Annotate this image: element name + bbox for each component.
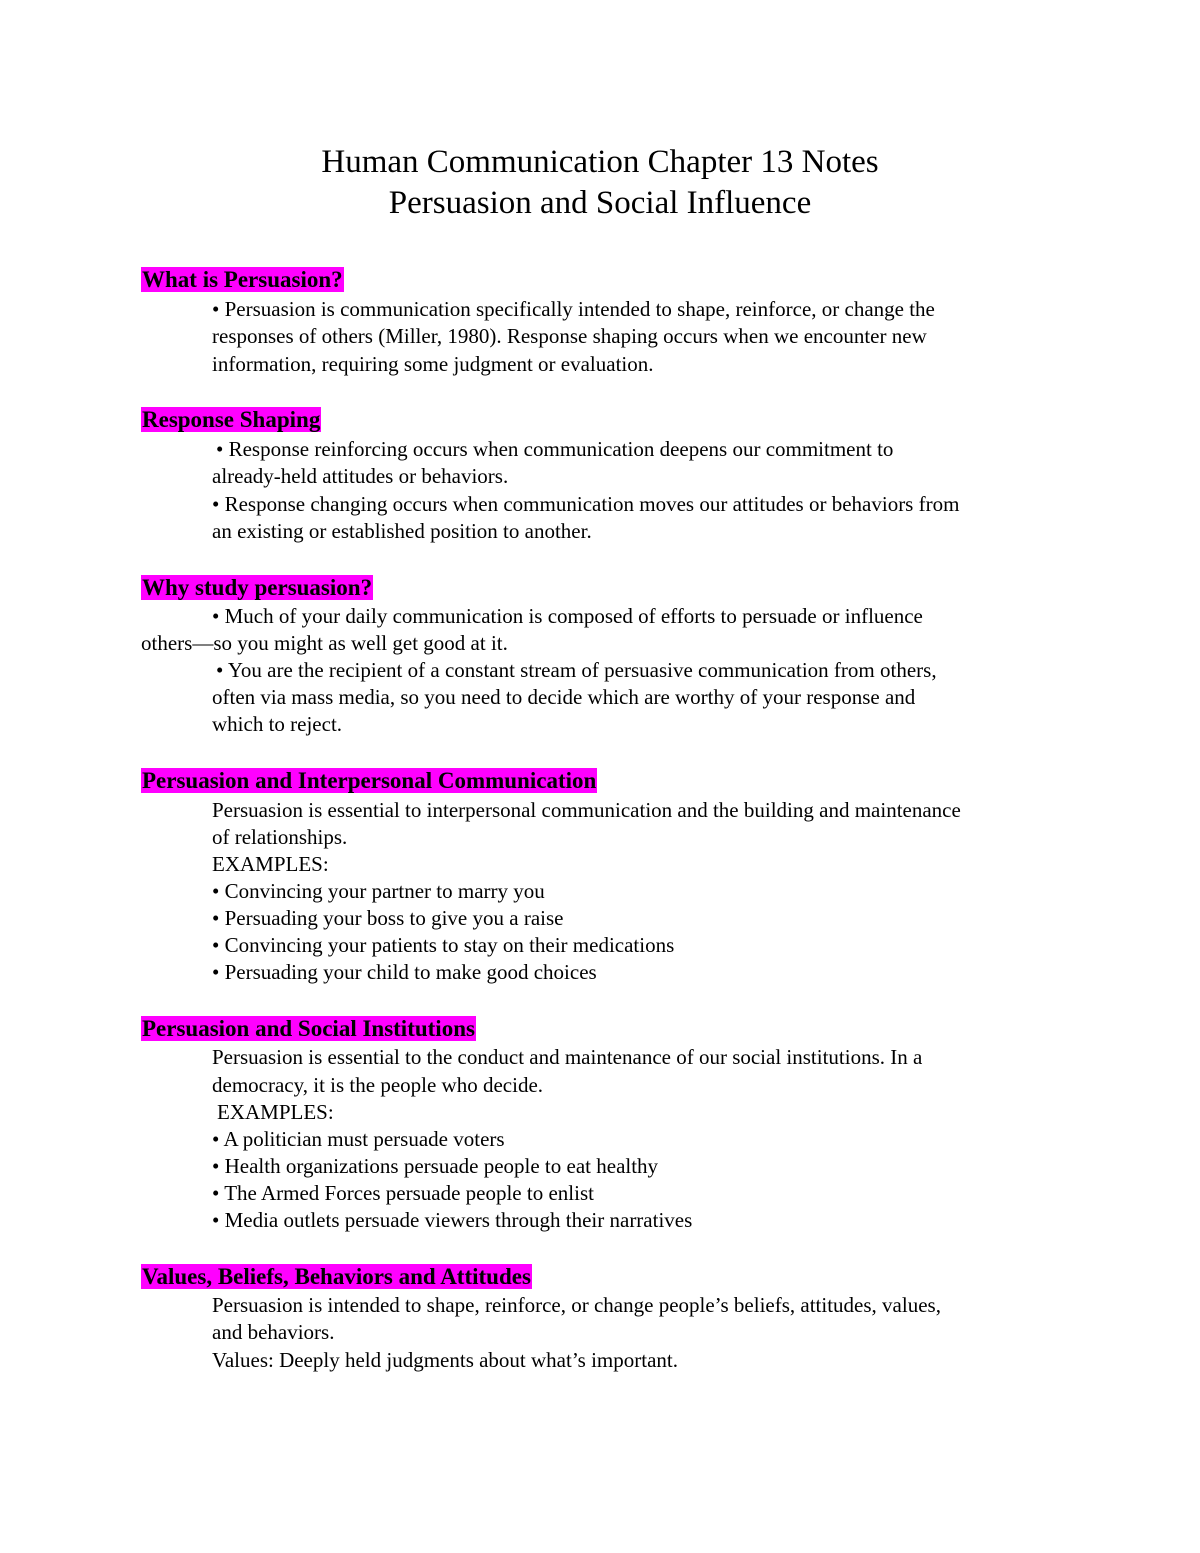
list-item: • The Armed Forces persuade people to enlist [212, 1181, 594, 1205]
document-subtitle: Persuasion and Social Influence [388, 185, 812, 221]
section-text-line: Persuasion is intended to shape, reinforce, or change people’s beliefs, attitudes, values, [212, 1293, 941, 1317]
section-heading-social-institutions: Persuasion and Social Institutions [142, 1016, 475, 1041]
section-text-line: democracy, it is the people who decide. [212, 1073, 544, 1097]
section-text-line: responses of others (Miller, 1980). Response shaping occurs when we encounter new [212, 324, 927, 348]
section-heading-response-shaping: Response Shaping [142, 407, 321, 432]
section-text-line: • Response changing occurs when communication moves our attitudes or behaviors from [212, 492, 960, 516]
section-text-line: • You are the recipient of a constant stream of persuasive communication from others, [216, 658, 937, 682]
document-title: Human Communication Chapter 13 Notes [321, 144, 879, 180]
section-heading-why-study-persuasion: Why study persuasion? [142, 575, 373, 600]
section-text-line: often via mass media, so you need to decide which are worthy of your response and [212, 685, 916, 709]
list-item: • Health organizations persuade people to eat healthy [212, 1154, 659, 1178]
section-text-line: • Much of your daily communication is composed of efforts to persuade or influence [212, 604, 923, 628]
section-text-line: and behaviors. [212, 1320, 335, 1344]
section-text-line: information, requiring some judgment or evaluation. [212, 352, 654, 376]
section-text-line: Persuasion is essential to interpersonal communication and the building and maintenance [212, 798, 961, 822]
list-item: • Convincing your partner to marry you [212, 879, 545, 903]
section-text-line: • Response reinforcing occurs when communication deepens our commitment to [216, 437, 894, 461]
section-heading-interpersonal-communication: Persuasion and Interpersonal Communication [142, 768, 597, 793]
section-text-line: of relationships. [212, 825, 348, 849]
section-heading-what-is-persuasion: What is Persuasion? [142, 267, 343, 292]
section-text-line: which to reject. [212, 712, 343, 736]
list-item: • Media outlets persuade viewers through their narratives [212, 1208, 693, 1232]
section-text-line: Values: Deeply held judgments about what’s important. [212, 1348, 678, 1372]
section-text-line: EXAMPLES: [217, 1100, 334, 1124]
section-heading-values-beliefs: Values, Beliefs, Behaviors and Attitudes [142, 1264, 531, 1289]
list-item: • Persuading your child to make good choices [212, 960, 597, 984]
section-text-line: others—so you might as well get good at it. [141, 631, 508, 655]
list-item: • A politician must persuade voters [212, 1127, 505, 1151]
list-item: • Convincing your patients to stay on their medications [212, 933, 675, 957]
section-text-line: an existing or established position to another. [212, 519, 592, 543]
section-text-line: already-held attitudes or behaviors. [212, 464, 509, 488]
section-text-line: • Persuasion is communication specifically intended to shape, reinforce, or change the [212, 297, 935, 321]
section-text-line: Persuasion is essential to the conduct and maintenance of our social institutions. In a [212, 1045, 923, 1069]
list-item: • Persuading your boss to give you a raise [212, 906, 564, 930]
section-text-line: EXAMPLES: [212, 852, 329, 876]
